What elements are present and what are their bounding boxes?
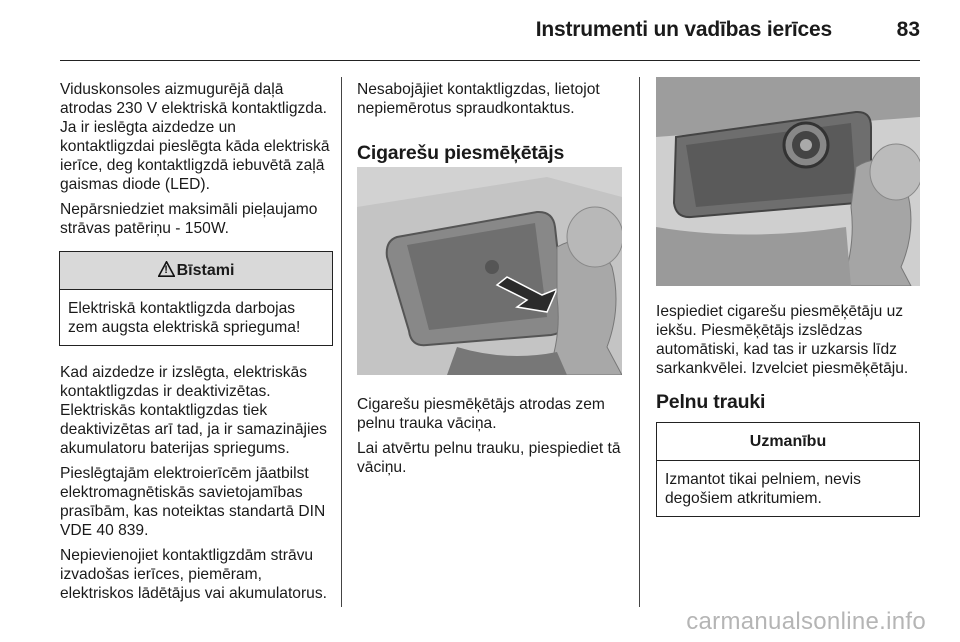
caution-box (656, 422, 920, 517)
danger-box-text: Elektriskā kontaktligzda darbojas zem augsta elektriskā sprieguma! (68, 300, 301, 336)
watermark: carmanualsonline.info (686, 608, 926, 635)
warning-triangle-icon: ! (158, 261, 175, 277)
header-divider (60, 60, 920, 61)
paragraph-no-current-sources: Nepievienojiet kontaktligzdām strāvu izvadošas ierīces, piemēram, elektriskos lādētājus vai akumulatorus. (60, 547, 327, 602)
danger-box-title: Bīstami (176, 262, 235, 279)
column-middle-lower (357, 395, 622, 483)
column-divider-right (639, 77, 640, 607)
caution-box-title: Uzmanību (657, 423, 919, 461)
caution-box-text: Izmantot tikai pelniem, nevis degošiem atkritumiem. (665, 471, 861, 507)
paragraph-plugs-warning: Nesabojājiet kontaktligzdas, lietojot nepiemērotus spraudkontaktus. (357, 81, 600, 117)
page-title: Instrumenti un vadības ierīces (535, 18, 832, 41)
page-number: 83 (896, 18, 920, 41)
column-middle (357, 80, 622, 163)
danger-box-header (60, 252, 332, 290)
paragraph-deactivation: Kad aizdedze ir izslēgta, elektriskās kontaktligzdas ir deaktivizētas. Elektriskās kontaktligzdas tiek deaktivizētas arī tad, ja ir samazinājies akumulatoru baterijas spriegums. (60, 364, 327, 457)
column-left (60, 80, 332, 609)
paragraph-max-power: Nepārsniedziet maksimāli pieļaujamo strāvas patēriņu - 150W. (60, 201, 318, 237)
heading-cigarette-lighter: Cigarešu piesmēķētājs (357, 142, 565, 164)
column-divider-left (341, 77, 342, 607)
heading-ashtrays: Pelnu trauki (656, 391, 766, 413)
paragraph-open-ashtray: Lai atvērtu pelnu trauku, piespiediet tā vāciņu. (357, 440, 621, 476)
column-right (656, 302, 921, 517)
illustration-ashtray-cover (357, 167, 622, 375)
paragraph-socket-location: Viduskonsoles aizmugurējā daļā atrodas 230 V elektriskā kontaktligzda. Ja ir ieslēgta aizdedze un kontaktligzdai pieslēgta kāda elektriskā ierīce, deg kontaktligzdā iebuvētā zaļā gaismas diode (LED). (60, 81, 330, 193)
paragraph-emc: Pieslēgtajām elektroierīcēm jāatbilst elektromagnētiskās savietojamības prasībām, kas noteiktas standartā DIN VDE 40 839. (60, 465, 326, 539)
paragraph-lighter-location: Cigarešu piesmēķētājs atrodas zem pelnu trauka vāciņa. (357, 396, 605, 432)
danger-box (59, 251, 333, 346)
illustration-cigarette-lighter (656, 77, 920, 286)
paragraph-use-lighter: Iespiediet cigarešu piesmēķētāju uz iekšu. Piesmēķētājs izslēdzas automātiski, kad tas ir uzkarsis līdz sarkankvēlei. Izvelciet piesmēķētāju. (656, 303, 909, 377)
